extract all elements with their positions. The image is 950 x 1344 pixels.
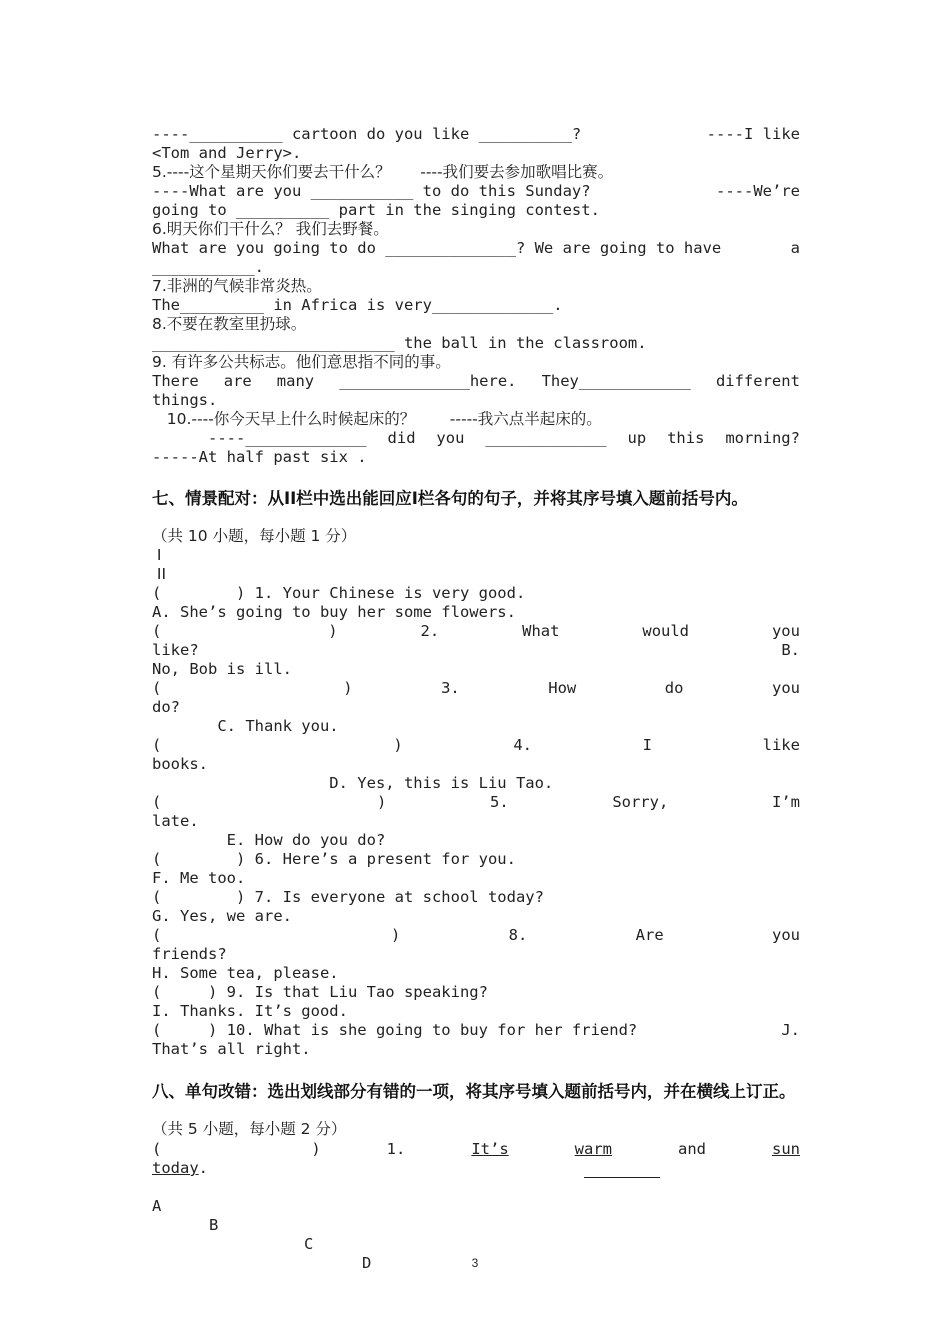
s6-question-6-chinese: 6.明天你们干什么？ 我们去野餐。 (152, 220, 389, 238)
matching-row: G. Yes, we are. (152, 907, 292, 925)
underlined-option-b: warm (574, 1140, 612, 1158)
matching-row: ( ) 10. What is she going to buy for her friend? J. (152, 1021, 800, 1039)
section-7-subtitle: （共 10 小题，每小题 1 分） (152, 527, 357, 545)
s6-question-7-chinese: 7.非洲的气候非常炎热。 (152, 277, 322, 295)
matching-row: ( ) 9. Is that Liu Tao speaking? (152, 983, 488, 1001)
correction-q1-line: ( ) 1. It’s warm and sun (152, 1140, 800, 1158)
matching-row: books. (152, 755, 208, 773)
s6-question-8-english: __________________________ the ball in the classroom. (152, 334, 647, 352)
page-number: 3 (471, 1256, 479, 1270)
matching-row: ( ) 7. Is everyone at school today? (152, 888, 544, 906)
matching-row: H. Some tea, please. (152, 964, 339, 982)
letter-b: B (209, 1216, 219, 1234)
matching-row: like? B. (152, 641, 800, 659)
s6-question-10-answer: -----At half past six . (152, 448, 367, 466)
matching-row: ( ) 8. Are you (152, 926, 800, 944)
s6-question-9-english-cont: things. (152, 391, 218, 409)
s6-question-10-english: ----_____________ did you _____________ up this morning? (152, 429, 800, 447)
section-7-title: 七、情景配对：从II栏中选出能回应I栏各句的句子，并将其序号填入题前括号内。 (152, 489, 748, 508)
s6-line-2: <Tom and Jerry>. (152, 144, 302, 162)
matching-row: F. Me too. (152, 869, 246, 887)
s6-question-5-chinese: 5.----这个星期天你们要去干什么？ ----我们要去参加歌唱比赛。 (152, 163, 614, 181)
matching-row: ( ) 5. Sorry, I’m (152, 793, 800, 811)
underlined-option-d: today (152, 1159, 199, 1177)
s6-question-9-chinese: 9. 有许多公共标志。他们意思指不同的事。 (152, 353, 451, 371)
matching-row: ( ) 3. How do you (152, 679, 800, 697)
s6-question-6-english-cont: ___________. (152, 258, 264, 276)
section-8-title: 八、单句改错：选出划线部分有错的一项，将其序号填入题前括号内，并在横线上订正。 (152, 1082, 796, 1101)
letter-d: D (362, 1254, 372, 1272)
letter-a: A (152, 1197, 162, 1215)
matching-row: That’s all right. (152, 1040, 311, 1058)
underlined-option-c: sun (772, 1140, 800, 1158)
option-letters (152, 1178, 800, 1272)
s6-question-10-chinese: 10.----你今天早上什么时候起床的？ -----我六点半起床的。 (152, 410, 602, 428)
s6-question-5-english-cont: going to __________ part in the singing contest. (152, 201, 600, 219)
matching-row: late. (152, 812, 199, 830)
s6-question-6-english: What are you going to do ______________? We are going to have a (152, 239, 800, 257)
matching-row: ( ) 6. Here’s a present for you. (152, 850, 516, 868)
s6-question-5-english: ----What are you ___________ to do this Sunday? ----We’re (152, 182, 800, 200)
s6-question-9-english: There are many ______________here. They____________ different (152, 372, 800, 390)
matching-row: ( ) 2. What would you (152, 622, 800, 640)
section-8-subtitle: （共 5 小题，每小题 2 分） (152, 1120, 347, 1138)
matching-row: No, Bob is ill. (152, 660, 292, 678)
column-ii-label: II (152, 565, 167, 583)
matching-row: friends? (152, 945, 227, 963)
matching-row: do? (152, 698, 180, 716)
s6-question-8-chinese: 8.不要在教室里扔球。 (152, 315, 307, 333)
s6-line-1: ----__________ cartoon do you like __________? ----I like (152, 125, 800, 143)
matching-row: ( ) 1. Your Chinese is very good. (152, 584, 526, 602)
matching-row: I. Thanks. It’s good. (152, 1002, 348, 1020)
matching-row: C. Thank you. (152, 717, 339, 735)
matching-row: E. How do you do? (152, 831, 386, 849)
letter-c: C (304, 1235, 314, 1253)
correction-q1-line-2: today. (152, 1159, 209, 1177)
column-i-label: I (152, 546, 162, 564)
underlined-option-a: It’s (471, 1140, 509, 1158)
matching-row: ( ) 4. I like (152, 736, 800, 754)
matching-row: D. Yes, this is Liu Tao. (152, 774, 554, 792)
matching-row: A. She’s going to buy her some flowers. (152, 603, 516, 621)
s6-question-7-english: The_________ in Africa is very_____________. (152, 296, 563, 314)
